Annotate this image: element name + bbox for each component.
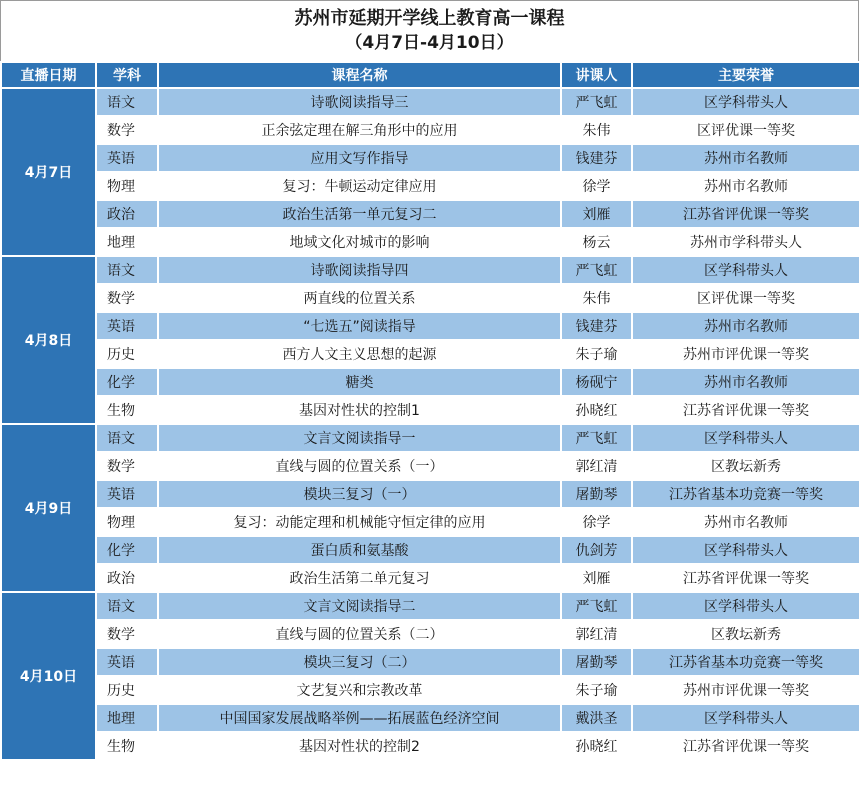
teacher-cell: 徐学 <box>561 508 632 536</box>
course-cell: 政治生活第一单元复习二 <box>158 200 561 228</box>
header-course: 课程名称 <box>158 62 561 88</box>
honor-cell: 苏州市名教师 <box>632 144 859 172</box>
course-cell: 西方人文主义思想的起源 <box>158 340 561 368</box>
course-cell: 诗歌阅读指导四 <box>158 256 561 284</box>
course-cell: 文言文阅读指导二 <box>158 592 561 620</box>
table-row <box>1 88 859 116</box>
honor-cell: 区学科带头人 <box>632 88 859 116</box>
honor-cell: 苏州市名教师 <box>632 172 859 200</box>
date-cell: 4月10日 <box>1 592 96 760</box>
table-row <box>1 284 859 312</box>
table-row <box>1 620 859 648</box>
teacher-cell: 严飞虹 <box>561 592 632 620</box>
course-cell: 蛋白质和氨基酸 <box>158 536 561 564</box>
header-date: 直播日期 <box>1 62 96 88</box>
table-row <box>1 480 859 508</box>
course-cell: 直线与圆的位置关系（二） <box>158 620 561 648</box>
honor-cell: 江苏省基本功竞赛一等奖 <box>632 648 859 676</box>
teacher-cell: 郭红清 <box>561 452 632 480</box>
teacher-cell: 刘雁 <box>561 564 632 592</box>
teacher-cell: 徐学 <box>561 172 632 200</box>
table-row <box>1 732 859 760</box>
honor-cell: 苏州市名教师 <box>632 508 859 536</box>
course-cell: 中国国家发展战略举例——拓展蓝色经济空间 <box>158 704 561 732</box>
table-row <box>1 368 859 396</box>
header-row <box>1 62 859 88</box>
honor-cell: 苏州市评优课一等奖 <box>632 340 859 368</box>
honor-cell: 苏州市名教师 <box>632 312 859 340</box>
honor-cell: 江苏省评优课一等奖 <box>632 200 859 228</box>
table-row <box>1 200 859 228</box>
table-row <box>1 340 859 368</box>
header-teacher: 讲课人 <box>561 62 632 88</box>
honor-cell: 江苏省评优课一等奖 <box>632 564 859 592</box>
table-row <box>1 256 859 284</box>
teacher-cell: 戴洪圣 <box>561 704 632 732</box>
course-cell: 文言文阅读指导一 <box>158 424 561 452</box>
table-row <box>1 228 859 256</box>
teacher-cell: 朱伟 <box>561 116 632 144</box>
honor-cell: 区学科带头人 <box>632 536 859 564</box>
course-cell: 地域文化对城市的影响 <box>158 228 561 256</box>
subject-cell: 语文 <box>96 88 158 116</box>
course-cell: 基因对性状的控制1 <box>158 396 561 424</box>
subject-cell: 语文 <box>96 424 158 452</box>
honor-cell: 区学科带头人 <box>632 256 859 284</box>
date-cell: 4月7日 <box>1 88 96 256</box>
date-cell: 4月8日 <box>1 256 96 424</box>
subject-cell: 物理 <box>96 508 158 536</box>
course-cell: “七选五”阅读指导 <box>158 312 561 340</box>
header-honor: 主要荣誉 <box>632 62 859 88</box>
subject-cell: 地理 <box>96 704 158 732</box>
teacher-cell: 孙晓红 <box>561 732 632 760</box>
teacher-cell: 屠勤琴 <box>561 648 632 676</box>
teacher-cell: 钱建芬 <box>561 312 632 340</box>
subject-cell: 数学 <box>96 620 158 648</box>
honor-cell: 江苏省评优课一等奖 <box>632 732 859 760</box>
honor-cell: 区学科带头人 <box>632 704 859 732</box>
table-row <box>1 536 859 564</box>
teacher-cell: 屠勤琴 <box>561 480 632 508</box>
subject-cell: 生物 <box>96 396 158 424</box>
honor-cell: 区教坛新秀 <box>632 620 859 648</box>
teacher-cell: 严飞虹 <box>561 88 632 116</box>
course-cell: 诗歌阅读指导三 <box>158 88 561 116</box>
subject-cell: 历史 <box>96 676 158 704</box>
teacher-cell: 孙晓红 <box>561 396 632 424</box>
subject-cell: 地理 <box>96 228 158 256</box>
subject-cell: 物理 <box>96 172 158 200</box>
teacher-cell: 郭红清 <box>561 620 632 648</box>
honor-cell: 苏州市名教师 <box>632 368 859 396</box>
table-row <box>1 116 859 144</box>
teacher-cell: 朱子瑜 <box>561 340 632 368</box>
subject-cell: 数学 <box>96 452 158 480</box>
subject-cell: 语文 <box>96 256 158 284</box>
course-cell: 正余弦定理在解三角形中的应用 <box>158 116 561 144</box>
course-cell: 糖类 <box>158 368 561 396</box>
course-cell: 基因对性状的控制2 <box>158 732 561 760</box>
course-cell: 复习：动能定理和机械能守恒定律的应用 <box>158 508 561 536</box>
course-cell: 文艺复兴和宗教改革 <box>158 676 561 704</box>
teacher-cell: 刘雁 <box>561 200 632 228</box>
subject-cell: 政治 <box>96 200 158 228</box>
table-row <box>1 592 859 620</box>
subject-cell: 化学 <box>96 368 158 396</box>
teacher-cell: 朱伟 <box>561 284 632 312</box>
honor-cell: 江苏省评优课一等奖 <box>632 396 859 424</box>
subject-cell: 语文 <box>96 592 158 620</box>
subject-cell: 政治 <box>96 564 158 592</box>
course-cell: 模块三复习（二） <box>158 648 561 676</box>
teacher-cell: 钱建芬 <box>561 144 632 172</box>
honor-cell: 苏州市评优课一等奖 <box>632 676 859 704</box>
course-cell: 模块三复习（一） <box>158 480 561 508</box>
honor-cell: 区学科带头人 <box>632 424 859 452</box>
subject-cell: 数学 <box>96 116 158 144</box>
subject-cell: 英语 <box>96 312 158 340</box>
course-cell: 应用文写作指导 <box>158 144 561 172</box>
table-row <box>1 508 859 536</box>
table-row <box>1 396 859 424</box>
teacher-cell: 仇剑芳 <box>561 536 632 564</box>
header-subject: 学科 <box>96 62 158 88</box>
table-row <box>1 172 859 200</box>
table-row <box>1 564 859 592</box>
honor-cell: 区评优课一等奖 <box>632 116 859 144</box>
title-box <box>0 0 859 62</box>
course-cell: 复习：牛顿运动定律应用 <box>158 172 561 200</box>
page-subtitle: （4月7日-4月10日） <box>345 33 514 53</box>
teacher-cell: 严飞虹 <box>561 256 632 284</box>
page-title: 苏州市延期开学线上教育高一课程 <box>294 8 565 29</box>
subject-cell: 英语 <box>96 648 158 676</box>
subject-cell: 化学 <box>96 536 158 564</box>
table-row <box>1 648 859 676</box>
subject-cell: 生物 <box>96 732 158 760</box>
table-row <box>1 144 859 172</box>
honor-cell: 苏州市学科带头人 <box>632 228 859 256</box>
date-cell: 4月9日 <box>1 424 96 592</box>
table-row <box>1 312 859 340</box>
subject-cell: 英语 <box>96 480 158 508</box>
table-row <box>1 704 859 732</box>
course-cell: 直线与圆的位置关系（一） <box>158 452 561 480</box>
table-row <box>1 676 859 704</box>
table-row <box>1 424 859 452</box>
honor-cell: 区评优课一等奖 <box>632 284 859 312</box>
teacher-cell: 朱子瑜 <box>561 676 632 704</box>
honor-cell: 区教坛新秀 <box>632 452 859 480</box>
table-row <box>1 452 859 480</box>
honor-cell: 江苏省基本功竞赛一等奖 <box>632 480 859 508</box>
course-cell: 两直线的位置关系 <box>158 284 561 312</box>
teacher-cell: 严飞虹 <box>561 424 632 452</box>
schedule-body <box>1 88 859 760</box>
schedule-table <box>0 61 859 761</box>
subject-cell: 英语 <box>96 144 158 172</box>
honor-cell: 区学科带头人 <box>632 592 859 620</box>
teacher-cell: 杨云 <box>561 228 632 256</box>
subject-cell: 历史 <box>96 340 158 368</box>
teacher-cell: 杨砚宁 <box>561 368 632 396</box>
course-cell: 政治生活第二单元复习 <box>158 564 561 592</box>
subject-cell: 数学 <box>96 284 158 312</box>
